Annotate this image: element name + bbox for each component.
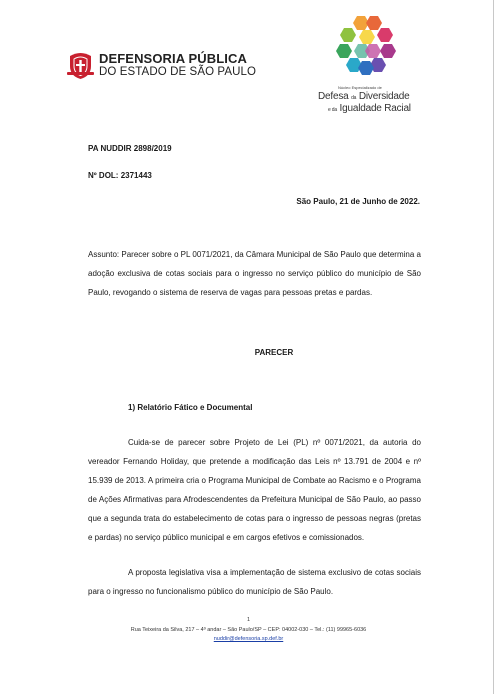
nucleo-defesa: Defesa (318, 91, 349, 102)
nucleo-igualdade: Igualdade Racial (339, 103, 411, 114)
org-name-line1: DEFENSORIA PÚBLICA (99, 50, 247, 66)
section-1-heading: 1) Relatório Fático e Documental (128, 403, 253, 412)
assunto-paragraph: Assunto: Parecer sobre o PL 0071/2021, da Câmara Municipal de São Paulo que determina a adoção exclusiva de cotas sociais para o ingresso no serviço público do município de São Paulo, revogando o sistema de reserva de vagas para pessoas pretas e pardas. (88, 250, 421, 297)
nucleo-da: da (351, 95, 357, 101)
paragraph-1: Cuida-se de parecer sobre Projeto de Lei (PL) nº 0071/2021, da autoria do vereador Fernando Holiday, que pretende a modificação das Leis nº 13.791 de 2004 e nº 15.939 de 2013. A primeira cria o Programa Municipal de Combate ao Racismo e o Programa de Ações Afirmativas para Afrodescendentes da Prefeitura Municipal de São Paulo, ao passo que a segunda trata do estabelecimento de cotas para o ingresso de pessoas negras (pretas e pardas) no serviço público municipal e em cargos efetivos e comissionados. (88, 438, 421, 542)
parecer-title: PARECER (254, 348, 294, 357)
pa-number: PA NUDDIR 2898/2019 (88, 144, 172, 153)
defensoria-logo (67, 50, 256, 80)
footer-address: Rua Teixeira da Silva, 217 – 4º andar – São Paulo/SP – CEP: 04002-030 – Tel.: (11) 99965-6036 (130, 627, 367, 633)
document-date: São Paulo, 21 de Junho de 2022. (296, 197, 420, 206)
nucleo-title-line1 (318, 91, 409, 102)
page-edge (493, 0, 494, 694)
nucleo-diversidade: Diversidade (358, 91, 410, 102)
nucleo-caption: Núcleo Especializado de (338, 85, 382, 90)
nucleo-e-da: e da (328, 107, 337, 113)
footer-email-link[interactable]: nuddir@defensoria.sp.def.br (213, 636, 284, 642)
footer-email-row (0, 636, 497, 642)
diversity-hexagons-icon (336, 14, 398, 76)
page-number: 1 (246, 617, 251, 623)
nucleo-title-line2 (328, 103, 411, 114)
dol-number: Nº DOL: 2371443 (88, 171, 152, 180)
org-name-line2: DO ESTADO DE SÃO PAULO (99, 65, 257, 78)
sao-paulo-crest-icon (67, 50, 94, 80)
paragraph-2: A proposta legislativa visa a implementação de sistema exclusivo de cotas sociais para o ingresso no funcionalismo público do município de São Paulo. (88, 568, 421, 596)
